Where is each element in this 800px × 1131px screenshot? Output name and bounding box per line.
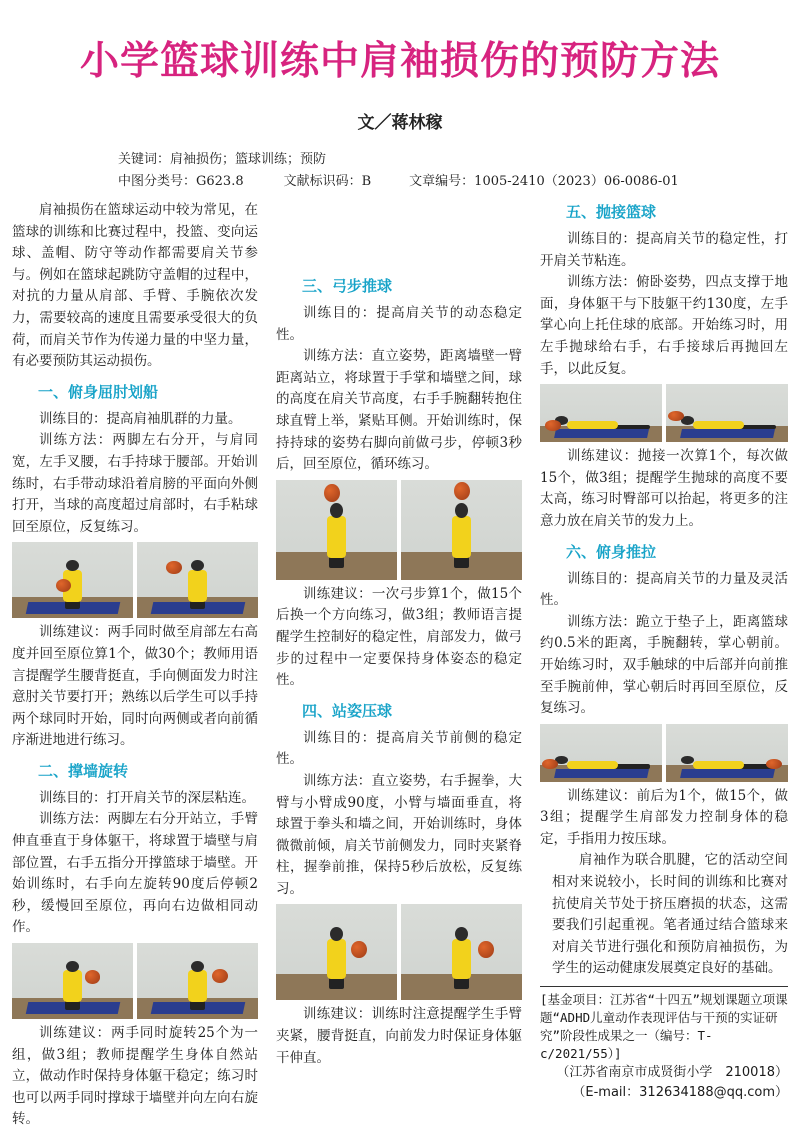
section-2-method: 训练方法：两脚左右分开站立，手臂伸直垂直于身体躯干，将球置于墙壁与肩部位置，右手五指分开撑篮球于墙壁。开始训练时，右手向左旋转90度后停顿2秒，缓慢回至原位，再向右边做相同动作。 — [12, 811, 258, 936]
section-6-advice: 训练建议：前后为1个，做15个，做3组；提醒学生肩部发力控制身体的稳定，手指用力按压球。 — [540, 787, 788, 847]
section-heading-3: 三、弓步推球 — [302, 277, 393, 295]
clc-number: 中图分类号：G623.8 — [118, 174, 244, 189]
column-3 — [540, 200, 788, 1103]
section-4-photos — [276, 904, 522, 1000]
section-3-photos — [276, 480, 522, 580]
section-4-goal: 训练目的：提高肩关节前侧的稳定性。 — [276, 729, 522, 768]
doc-code: 文献标识码：B — [283, 174, 372, 189]
section-1-advice: 训练建议：两手同时做至肩部左右高度并回至原位算1个，做30个；教师用语言提醒学生腰背挺直，手向侧面发力时注意肘关节要打开；熟练以后学生可以手持两个球同时开始，同时向两侧或者向前循序渐进地进行练习。 — [12, 624, 258, 749]
section-5-photos — [540, 384, 788, 442]
intro-paragraph: 肩袖损伤在篮球运动中较为常见，在篮球的训练和比赛过程中，投篮、变向运球、盖帽、防守等动作都需要肩关节参与。例如在篮球起跳防守盖帽的过程中，对抗的力量从肩部、手臂、手腕依次发力，需要较高的速度且需要承受很大的负荷，而肩关节作为传递力量的中坚力量，有必要预防其运动损伤。 — [12, 202, 258, 370]
training-photo — [276, 480, 397, 580]
section-2-photos — [12, 943, 258, 1019]
section-5-method: 训练方法：俯卧姿势，四点支撑于地面，身体躯干与下肢躯干约130度，左手掌心向上托住球的底部。开始练习时，用左手抛球给右手，右手接球后再抛回左手，以此反复。 — [540, 274, 788, 377]
training-photo — [137, 943, 258, 1019]
section-1-photos — [12, 542, 258, 618]
section-4-method: 训练方法：直立姿势，右手握拳，大臂与小臂成90度，小臂与墙面垂直，将球置于拳头和墙之间，开始训练时，身体微微前倾，肩关节前侧发力，同时夹紧脊柱，握拳前推，保持5秒后放松，反复练习。 — [276, 772, 522, 897]
training-photo — [666, 384, 788, 442]
section-heading-5: 五、抛接篮球 — [566, 203, 657, 221]
section-6-photos — [540, 724, 788, 782]
section-heading-2: 二、撑墙旋转 — [38, 761, 129, 780]
section-heading-6: 六、俯身推拉 — [566, 542, 657, 561]
section-5-advice: 训练建议：抛接一次算1个，每次做15个，做3组；提醒学生抛球的高度不要太高，练习时臀部可以抬起，将更多的注意力放在肩关节的发力上。 — [540, 448, 788, 529]
affiliation: （江苏省南京市成贤街小学 210018） — [556, 1065, 788, 1081]
training-photo — [401, 904, 522, 1000]
training-photo — [401, 480, 522, 580]
classification-line — [118, 172, 679, 192]
training-photo — [540, 724, 662, 782]
article-author: 文／蒋林稼 — [357, 113, 443, 133]
section-3-advice: 训练建议：一次弓步算1个，做15个后换一个方向练习，做3组；教师语言提醒学生控制好的稳定性，肩部发力，做弓步的过程中一定要保持身体姿态的稳定性。 — [276, 585, 522, 689]
section-5-goal: 训练目的：提高肩关节的稳定性，打开肩关节粘连。 — [540, 231, 788, 269]
training-photo — [540, 384, 662, 442]
section-3-goal: 训练目的：提高肩关节的动态稳定性。 — [276, 305, 522, 343]
training-photo — [137, 542, 258, 618]
article-title: 小学篮球训练中肩袖损伤的预防方法 — [79, 39, 720, 84]
section-6-goal: 训练目的：提高肩关节的力量及灵活性。 — [540, 570, 788, 609]
column-2 — [276, 200, 522, 1069]
section-4-advice: 训练建议：训练时注意提醒学生手臂夹紧，腰背挺直，向前发力时保证身体躯干伸直。 — [276, 1006, 522, 1066]
keywords-line: 关键词：肩袖损伤；篮球训练；预防 — [118, 152, 327, 167]
training-photo — [666, 724, 788, 782]
training-photo — [12, 542, 133, 618]
article-number: 文章编号：1005-2410（2023）06-0086-01 — [409, 174, 679, 189]
conclusion-paragraph: 肩袖作为联合肌腱，它的活动空间相对来说较小，长时间的训练和比赛对抗使肩关节处于挤压磨损的状态，这需要我们引起重视。笔者通过结合篮球来对肩关节进行强化和预防肩袖损伤，为学生的运动健康发展奠定良好的基础。 — [552, 852, 788, 977]
section-6-method: 训练方法：跪立于垫子上，距离篮球约0.5米的距离，手腕翻转，掌心朝前。开始练习时，双手触球的中后部并向前推至手腕前伸，掌心朝后时再回至原位，反复练习。 — [540, 613, 788, 717]
section-1-goal: 训练目的：提高肩袖肌群的力量。 — [39, 410, 242, 427]
training-photo — [12, 943, 133, 1019]
email: （E-mail：312634188@qq.com） — [572, 1085, 788, 1101]
column-1 — [12, 200, 258, 1131]
section-3-method: 训练方法：直立姿势，距离墙壁一臂距离站立，将球置于手掌和墙壁之间，球的高度在肩关节高度，右手手腕翻转抱住球直臂上举，紧贴耳侧。开始训练时，保持持球的姿势右脚向前做弓步，停顿3秒后，回至原位，循环练习。 — [276, 348, 522, 473]
section-2-goal: 训练目的：打开肩关节的深层粘连。 — [39, 789, 255, 806]
section-heading-1: 一、俯身屈肘划船 — [38, 382, 159, 401]
training-photo — [276, 904, 397, 1000]
section-2-advice: 训练建议：两手同时旋转25个为一组，做3组；教师提醒学生身体自然站立，做动作时保持身体躯干稳定；练习时也可以两手同时撑球于墙壁并向左向右旋转。 — [12, 1025, 258, 1128]
fund-note: [基金项目：江苏省“十四五”规划课题立项课题“ADHD儿童动作表现评估与干预的实证研究”阶段性成果之一（编号：T-c/2021/55）] — [540, 986, 788, 1063]
section-heading-4: 四、站姿压球 — [302, 701, 393, 720]
section-1-method: 训练方法：两脚左右分开，与肩同宽，左手叉腰，右手持球于腰部。开始训练时，右手带动球沿着肩膀的平面向外侧打开，当球的高度超过肩部时，右手粘球回至原位，反复练习。 — [12, 432, 258, 535]
